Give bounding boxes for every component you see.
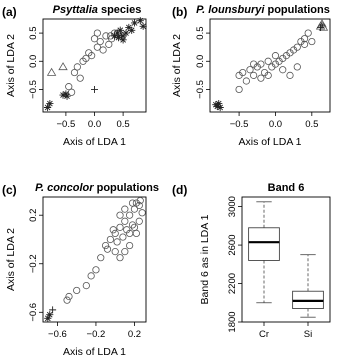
panel-2-ylabel: Axis of LDA 2 (171, 33, 183, 98)
panel-1-xtick-label: 0.0 (87, 119, 102, 130)
panel-2-point-circle (309, 38, 315, 44)
panel-2-point-circle (265, 58, 271, 64)
panel-4-box-cr (249, 228, 280, 261)
panel-1-ylabel: Axis of LDA 2 (5, 33, 17, 98)
panel-3-point-circle (117, 212, 123, 218)
panel-1-point-circle (77, 75, 83, 81)
panel-2-ytick-label: 0.5 (195, 26, 206, 40)
panel-2-ytick-label: −0.5 (195, 80, 206, 99)
panel-2-point-circle (280, 67, 286, 73)
panel-3-point-circle (104, 246, 110, 252)
panel-1-xtick-label: 0.5 (116, 119, 130, 130)
panel-2-xlabel: Axis of LDA 1 (238, 136, 302, 148)
panel-2-point-circle (243, 78, 249, 84)
panel-3-xlabel: Axis of LDA 1 (62, 346, 127, 358)
panel-1-point-plus (91, 86, 98, 93)
panel-1-xtick-label: −0.5 (56, 119, 76, 130)
panel-2-point-circle (294, 64, 300, 70)
panel-4-xtick-label: Cr (258, 329, 270, 340)
panel-3-title-plain: populations (96, 182, 159, 194)
panel-1-point-asterisk (128, 27, 135, 34)
panel-2-xtick-label: 0.5 (305, 119, 319, 130)
panel-1-point-triangle (48, 69, 56, 76)
panel-4-ylabel: Band 6 as in LDA 1 (199, 214, 211, 305)
panel-3-point-circle (73, 287, 79, 293)
panel-1-point-circle (97, 38, 103, 44)
panel-1-label: (a) (2, 5, 17, 19)
panel-3-point-circle (122, 248, 128, 254)
panel-3-point-circle (120, 234, 126, 240)
panel-3-title (35, 182, 159, 194)
panel-3-point-circle (112, 248, 118, 254)
panel-2-point-circle (258, 75, 264, 81)
panel-3-point-circle (117, 254, 123, 260)
panel-4-title: Band 6 (267, 182, 305, 194)
panel-3-point-circle (98, 254, 104, 260)
panel-4-ytick-label: 2200 (227, 272, 238, 295)
panel-3-point-circle (110, 227, 116, 233)
panel-1-ytick-label: −0.5 (28, 80, 39, 99)
panel-4-ytick-label: 1800 (227, 311, 238, 333)
panel-3-ytick-label: 0.2 (28, 208, 39, 222)
panel-3-ytick-label: −0.2 (28, 254, 39, 274)
panel-2-point-circle (287, 72, 293, 78)
panel-3-point-circle (64, 297, 70, 303)
panel-3-point-circle (83, 282, 89, 288)
panel-3-point-circle (112, 230, 118, 236)
panel-3-xtick-label: 0.2 (127, 329, 142, 340)
panel-1-point-circle (100, 47, 106, 53)
panel-1-title-italic: Psyttalia (52, 4, 101, 16)
panel-3-ytick-label: −0.6 (28, 302, 39, 322)
panel-3-point-circle (117, 224, 123, 230)
panel-1-point-asterisk (140, 23, 147, 30)
panel-3-point-circle (139, 210, 145, 216)
panel-2-xtick-label: 0.0 (268, 119, 283, 130)
panel-3-point-circle (122, 206, 128, 212)
panel-3-point-circle (102, 242, 108, 248)
panel-4-ytick-label: 3000 (227, 196, 238, 218)
panel-4-ytick-label: 2600 (227, 234, 238, 256)
panel-2-point-asterisk (212, 101, 219, 108)
panel-3-point-circle (133, 230, 139, 236)
panel-4-label: (d) (172, 183, 188, 197)
panel-2-point-circle (247, 67, 253, 73)
panel-3-point-circle (114, 239, 120, 245)
panel-3-label: (c) (2, 183, 17, 197)
panel-3-xtick-label: −0.6 (48, 329, 67, 340)
panel-2-title-plain: populations (267, 4, 330, 16)
panel-2-label: (b) (172, 5, 188, 19)
panel-3-point-circle (129, 200, 135, 206)
panel-1-title-plain: species (100, 4, 142, 16)
panel-1-title (53, 4, 142, 16)
panel-2-ytick-label: 0.0 (195, 54, 206, 68)
panel-2-frame (210, 19, 330, 112)
panel-1-point-asterisk (63, 93, 70, 100)
panel-3-title-italic: P. concolor (35, 182, 97, 194)
panel-3-point-circle (122, 218, 128, 224)
panel-2-point-circle (236, 86, 242, 92)
panel-2-point-circle (250, 72, 256, 78)
panel-1-point-circle (94, 30, 100, 36)
panel-1-ytick-label: 0.5 (28, 26, 39, 40)
panel-1-point-circle (71, 69, 77, 75)
panel-3-point-circle (136, 218, 142, 224)
panel-3-point-circle (93, 267, 99, 273)
panel-2-point-circle (305, 30, 311, 36)
panel-2-title-italic: P. lounsburyi (196, 4, 268, 16)
panel-3-point-circle (126, 212, 132, 218)
panel-4-xtick-label: Si (303, 329, 313, 340)
panel-3-point-circle (88, 273, 94, 279)
panel-1-point-triangle (59, 63, 67, 70)
panel-1-point-asterisk (46, 100, 53, 107)
panel-3-frame (43, 197, 146, 322)
panel-3-point-circle (66, 293, 72, 299)
panel-3-xtick-label: −0.2 (86, 329, 106, 340)
panel-3-point-circle (107, 236, 113, 242)
panel-3-point-circle (126, 242, 132, 248)
panel-1-xlabel: Axis of LDA 1 (62, 136, 127, 148)
panel-2-title (196, 4, 330, 16)
panel-2-xtick-label: −0.5 (229, 119, 249, 130)
panel-1-ytick-label: 0.0 (28, 54, 39, 68)
panel-3-ylabel: Axis of LDA 2 (5, 227, 17, 292)
panel-2-point-circle (272, 52, 278, 58)
